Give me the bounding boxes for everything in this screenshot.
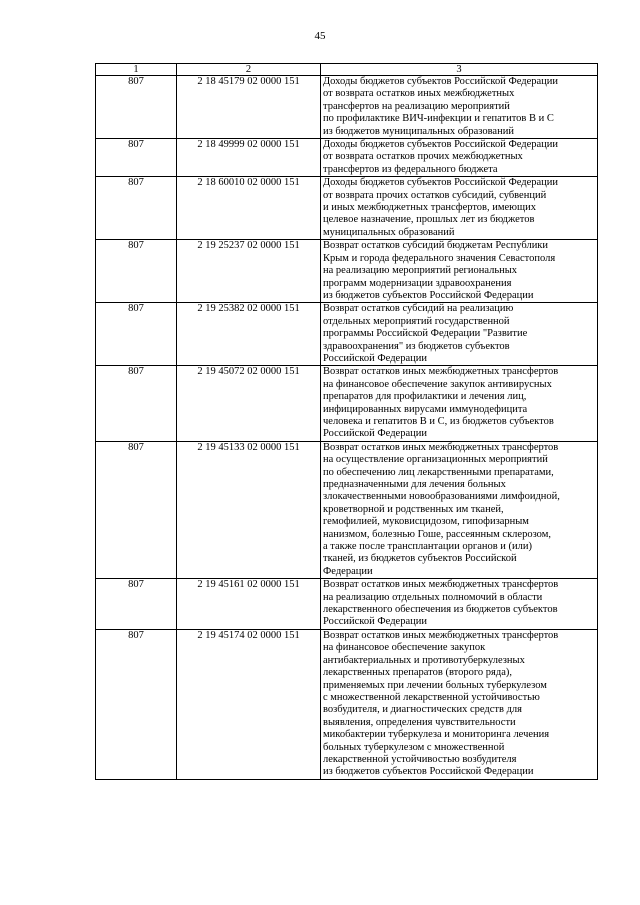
admin-code-cell: 807 xyxy=(96,441,177,578)
description-cell xyxy=(321,366,598,441)
description-line: программы Российской Федерации "Развитие xyxy=(323,328,528,340)
description-line: препаратов для профилактики и лечения лиц, xyxy=(323,391,527,403)
description-line: Возврат остатков иных межбюджетных трансфертов xyxy=(323,629,559,641)
description-cell xyxy=(321,76,598,139)
description-line: Доходы бюджетов субъектов Российской Федерации xyxy=(323,177,559,189)
description-line: от возврата остатков иных межбюджетных xyxy=(323,88,515,100)
description-line: предназначенными для лечения больных xyxy=(323,479,506,490)
table-row xyxy=(96,177,598,240)
description-cell xyxy=(321,629,598,779)
description-line: из бюджетов муниципальных образований xyxy=(323,125,514,137)
description-line: Возврат остатков иных межбюджетных трансфертов xyxy=(323,579,559,591)
description-line: муниципальных образований xyxy=(323,226,455,238)
description-line: целевое назначение, прошлых лет из бюджетов xyxy=(323,214,535,226)
description-line: лекарственной устойчивостью возбудителя xyxy=(323,753,517,765)
admin-code-cell: 807 xyxy=(96,76,177,139)
description-line: злокачественными новообразованиями лимфоидной, xyxy=(323,491,560,503)
description-line: от возврата остатков прочих межбюджетных xyxy=(323,151,523,163)
description-line: нанизмом, болезнью Гоше, рассеянным склерозом, xyxy=(323,528,551,540)
description-line: из бюджетов субъектов Российской Федерации xyxy=(323,766,534,778)
description-line: выявления, определения чувствительности xyxy=(323,716,516,728)
description-line: антибактериальных и противотуберкулезных xyxy=(323,654,525,666)
admin-code-cell: 807 xyxy=(96,177,177,240)
description-line: отдельных мероприятий государственной xyxy=(323,315,510,327)
table-row xyxy=(96,139,598,177)
description-line: Доходы бюджетов субъектов Российской Федерации xyxy=(323,76,559,87)
table-row xyxy=(96,76,598,139)
table-header-row xyxy=(96,64,598,76)
table-body xyxy=(96,76,598,780)
page-number: 45 xyxy=(314,30,326,42)
description-line: по обеспечению лиц лекарственными препаратами, xyxy=(323,466,554,478)
description-line: от возврата прочих остатков субсидий, субвенций xyxy=(323,189,547,201)
description-line: применяемых при лечении больных туберкулезом xyxy=(323,679,547,691)
description-line: трансфертов на реализацию мероприятий xyxy=(323,100,510,112)
description-line: инфицированных вирусами иммунодефицита xyxy=(323,403,528,415)
budget-code-cell: 2 18 49999 02 0000 151 xyxy=(177,139,321,177)
admin-code-cell: 807 xyxy=(96,366,177,441)
budget-code-cell: 2 19 25382 02 0000 151 xyxy=(177,303,321,366)
table-row xyxy=(96,579,598,630)
description-cell xyxy=(321,441,598,578)
admin-code-cell: 807 xyxy=(96,240,177,303)
description-line: тканей, из бюджетов субъектов Российской xyxy=(323,553,517,565)
admin-code-cell: 807 xyxy=(96,303,177,366)
description-line: с множественной лекарственной устойчивостью xyxy=(323,691,540,703)
description-line: лекарственного обеспечения из бюджетов субъектов xyxy=(323,604,558,616)
description-line: Российской Федерации xyxy=(323,428,427,440)
budget-code-cell: 2 18 45179 02 0000 151 xyxy=(177,76,321,139)
description-line: здравоохранения" из бюджетов субъектов xyxy=(323,340,510,352)
description-line: микобактерии туберкулеза и мониторинга лечения xyxy=(323,729,550,741)
description-line: из бюджетов субъектов Российской Федерации xyxy=(323,289,534,301)
budget-code-cell: 2 19 45161 02 0000 151 xyxy=(177,579,321,630)
description-cell xyxy=(321,303,598,366)
description-line: лекарственных препаратов (второго ряда), xyxy=(323,667,512,679)
description-line: программ модернизации здравоохранения xyxy=(323,277,512,289)
budget-code-cell: 2 19 45072 02 0000 151 xyxy=(177,366,321,441)
budget-code-cell: 2 19 25237 02 0000 151 xyxy=(177,240,321,303)
table-row xyxy=(96,240,598,303)
description-cell xyxy=(321,139,598,177)
description-line: по профилактике ВИЧ-инфекции и гепатитов B и C xyxy=(323,113,554,125)
description-line: а также после трансплантации органов и (или) xyxy=(323,541,533,553)
budget-classification-table xyxy=(95,63,598,780)
description-line: человека и гепатитов B и C, из бюджетов субъектов xyxy=(323,415,554,427)
description-line: трансфертов из федерального бюджета xyxy=(323,163,498,175)
description-line: на реализацию мероприятий региональных xyxy=(323,265,518,277)
description-line: на реализацию отдельных полномочий в области xyxy=(323,591,543,603)
table-row xyxy=(96,441,598,578)
budget-code-cell: 2 19 45133 02 0000 151 xyxy=(177,441,321,578)
description-line: больных туберкулезом с множественной xyxy=(323,741,505,753)
budget-code-cell: 2 18 60010 02 0000 151 xyxy=(177,177,321,240)
description-line: кроветворной и родственных им тканей, xyxy=(323,503,504,515)
column-header-3: 3 xyxy=(321,64,598,76)
description-line: Возврат остатков иных межбюджетных трансфертов xyxy=(323,441,559,453)
column-header-2: 2 xyxy=(177,64,321,76)
table-row xyxy=(96,366,598,441)
table-row xyxy=(96,629,598,779)
description-line: на финансовое обеспечение закупок xyxy=(323,642,486,654)
description-cell xyxy=(321,240,598,303)
description-line: Возврат остатков субсидий на реализацию xyxy=(323,303,514,315)
description-line: на осуществление организационных мероприятий xyxy=(323,454,548,466)
column-header-1: 1 xyxy=(96,64,177,76)
table-row xyxy=(96,303,598,366)
description-line: Федерации xyxy=(323,565,373,577)
budget-code-cell: 2 19 45174 02 0000 151 xyxy=(177,629,321,779)
description-cell xyxy=(321,579,598,630)
admin-code-cell: 807 xyxy=(96,629,177,779)
description-line: Крым и города федерального значения Севастополя xyxy=(323,252,556,264)
description-cell xyxy=(321,177,598,240)
description-line: гемофилией, муковисцидозом, гипофизарным xyxy=(323,516,529,528)
description-line: Доходы бюджетов субъектов Российской Федерации xyxy=(323,139,559,151)
description-line: на финансовое обеспечение закупок антивирусных xyxy=(323,378,552,390)
description-line: возбудителя, и диагностических средств для xyxy=(323,704,522,716)
description-line: Возврат остатков иных межбюджетных трансфертов xyxy=(323,366,559,378)
description-line: и иных межбюджетных трансфертов, имеющих xyxy=(323,202,536,214)
admin-code-cell: 807 xyxy=(96,579,177,630)
admin-code-cell: 807 xyxy=(96,139,177,177)
description-line: Возврат остатков субсидий бюджетам Республики xyxy=(323,240,549,252)
description-line: Российской Федерации xyxy=(323,352,427,364)
description-line: Российской Федерации xyxy=(323,616,427,628)
